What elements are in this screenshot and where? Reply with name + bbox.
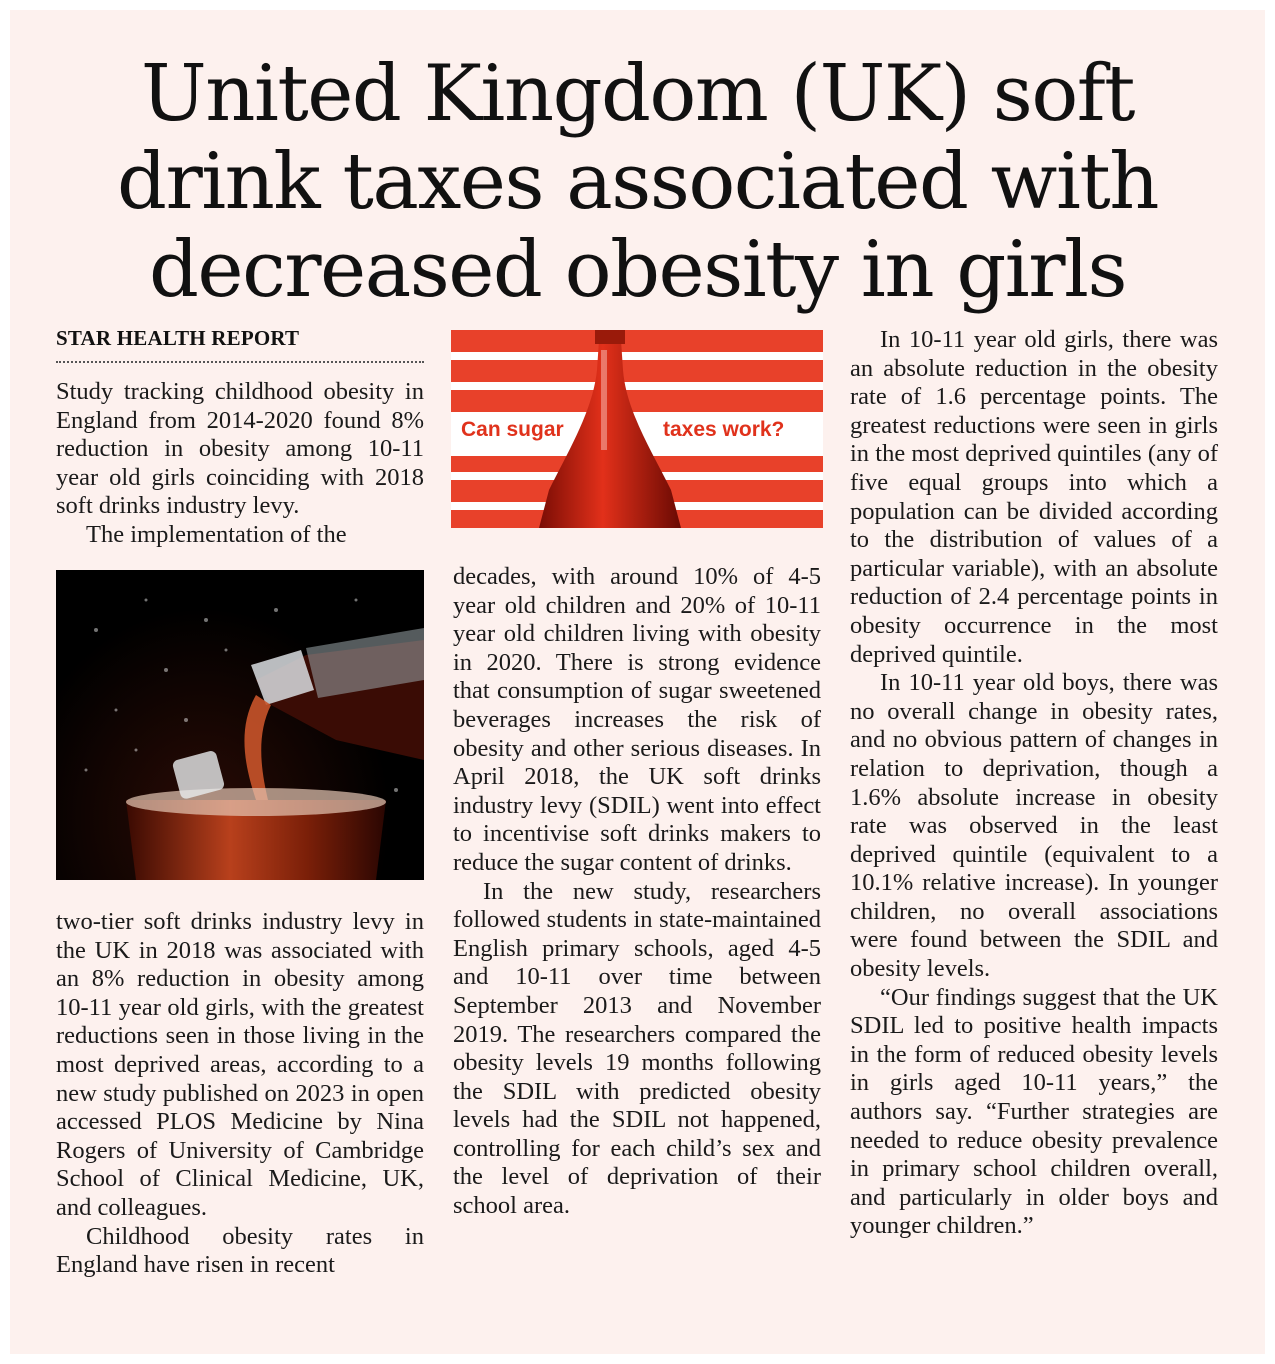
body-paragraph: two-tier soft drinks industry levy in the UK in 2018 was associated with an 8% reduction in obesity among 10-11 year old girls, with the greatest reductions seen in those living in the most deprived areas, according to a new study published on 2023 in open accessed PLOS Medicine by Nina Rogers of University of Cambridge School of Clinical Medicine, UK, and colleagues. [56,908,424,1221]
body-paragraph: decades, with around 10% of 4-5 year old children and 20% of 10-11 year old children living with obesity in 2020. There is strong evidence that consumption of sugar sweetened beverages increases the risk of obesity and other serious diseases. In April 2018, the UK soft drinks industry levy (SDIL) went into effect to incentivise soft drinks makers to reduce the sugar content of drinks. [453,563,821,876]
newspaper-page [10,10,1265,1354]
body-paragraph: In the new study, researchers followed students in state-maintained English primary schools, aged 4-5 and 10-11 over time between September 2013 and November 2019. The researchers compared the obesity levels 19 months following the SDIL with predicted obesity levels had the SDIL not happened, controlling for each child’s sex and the level of deprivation of their school area. [453,877,821,1220]
banner-text-right: taxes work? [663,418,785,441]
soda-pour-illustration [56,570,424,880]
column-3 [850,326,1218,1241]
body-paragraph: The implementation of the [86,520,347,548]
body-paragraph: In 10-11 year old boys, there was no overall change in obesity rates, and no obvious pattern of changes in relation to deprivation, though a 1.6% absolute increase in obesity rate was observed in the least deprived quintile (equivalent to a 10.1% relative increase). In younger children, no overall associations were found between the SDIL and obesity levels. [850,669,1218,983]
headline-line-2: drink taxes associated with [117,137,1158,227]
quote-paragraph: “Our findings suggest that the UK SDIL led to positive health impacts in the form of reduced obesity levels in girls aged 10-11 years,” the authors say. “Further strategies are needed to reduce obesity prevalence in primary school children overall, and particularly in older boys and younger children.” [850,983,1218,1240]
section-kicker: STAR HEALTH REPORT [56,326,300,350]
headline-line-3: decreased obesity in girls [149,225,1126,315]
banner-text-left: Can sugar [461,418,564,441]
sugar-tax-banner [451,330,823,528]
column-1-bottom [56,908,424,1280]
lead-paragraph: Study tracking childhood obesity in England from 2014-2020 found 8% reduction in obesity among 10-11 year old girls coinciding with 2018 soft drinks industry levy. [56,378,424,520]
column-2 [453,563,821,1221]
body-paragraph: In 10-11 year old girls, there was an absolute reduction in the obesity rate of 1.6 percentage points. The greatest reductions were seen in girls in the most deprived quintiles (any of five equal groups into which a population can be divided according to the distribution of values of a particular variable), with an absolute reduction of 2.4 percentage points in obesity occurrence in the most deprived quintile. [850,326,1218,668]
headline [10,50,1265,314]
body-paragraph: Childhood obesity rates in England have risen in recent [56,1222,424,1279]
column-1-top [56,378,424,550]
dotted-divider [56,361,424,363]
soda-pour-photo [56,570,424,880]
headline-line-1: United Kingdom (UK) soft [140,49,1135,139]
